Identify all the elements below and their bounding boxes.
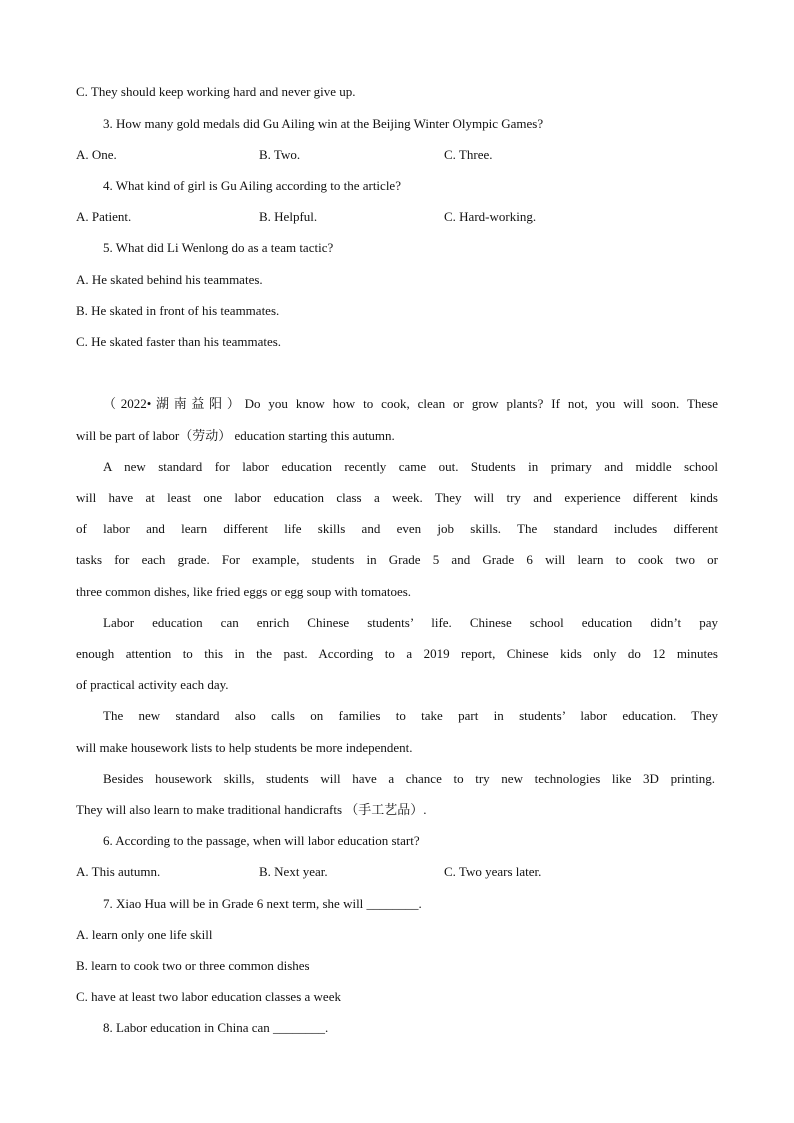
q7-question: 7. Xiao Hua will be in Grade 6 next term, she will ________.: [103, 896, 422, 911]
passage-line-4: will have at least one labor education class a week. They will try and experience different kinds: [76, 490, 718, 505]
q2-option-c: C. They should keep working hard and never give up.: [76, 84, 356, 99]
q7-option-a: A. learn only one life skill: [76, 927, 213, 942]
passage-line-2: will be part of labor（劳动） education starting this autumn.: [76, 428, 395, 443]
passage-line-12: will make housework lists to help students be more independent.: [76, 740, 413, 755]
passage-line-7: three common dishes, like fried eggs or egg soup with tomatoes.: [76, 584, 412, 599]
passage-line-9: enough attention to this in the past. According to a 2019 report, Chinese kids only do 12 minutes: [76, 646, 718, 661]
passage-line-11: The new standard also calls on families to take part in students’ labor education. They: [103, 708, 718, 723]
q3-option-a: A. One.: [76, 147, 117, 162]
q6-option-b: B. Next year.: [259, 864, 328, 879]
q7-option-b: B. learn to cook two or three common dishes: [76, 958, 310, 973]
q7-option-c: C. have at least two labor education classes a week: [76, 989, 341, 1004]
q5-question: 5. What did Li Wenlong do as a team tactic?: [103, 240, 334, 255]
q4-option-a: A. Patient.: [76, 209, 132, 224]
passage-line-1: （2022•湖南益阳）Do you know how to cook, clean or grow plants? If not, you will soon. These: [103, 396, 718, 411]
q4-option-c: C. Hard-working.: [444, 209, 537, 224]
q5-option-c: C. He skated faster than his teammates.: [76, 334, 282, 349]
q6-question: 6. According to the passage, when will labor education start?: [103, 833, 420, 848]
q6-option-c: C. Two years later.: [444, 864, 542, 879]
q3-option-c: C. Three.: [444, 147, 493, 162]
q4-option-b: B. Helpful.: [259, 209, 318, 224]
q5-option-a: A. He skated behind his teammates.: [76, 272, 263, 287]
q5-option-b: B. He skated in front of his teammates.: [76, 303, 280, 318]
passage-line-5: of labor and learn different life skills and even job skills. The standard includes different: [76, 521, 718, 536]
passage-line-6: tasks for each grade. For example, students in Grade 5 and Grade 6 will learn to cook two or: [76, 552, 718, 567]
q8-question: 8. Labor education in China can ________.: [103, 1020, 329, 1035]
passage-line-14: They will also learn to make traditional handicrafts （手工艺品）.: [76, 802, 427, 817]
q4-question: 4. What kind of girl is Gu Ailing according to the article?: [103, 178, 401, 193]
passage-line-8: Labor education can enrich Chinese students’ life. Chinese school education didn’t pay: [103, 615, 718, 630]
passage-line-10: of practical activity each day.: [76, 677, 229, 692]
q6-option-a: A. This autumn.: [76, 864, 161, 879]
passage-line-13: Besides housework skills, students will have a chance to try new technologies like 3D printing.: [103, 771, 715, 786]
q3-option-b: B. Two.: [259, 147, 301, 162]
q3-question: 3. How many gold medals did Gu Ailing win at the Beijing Winter Olympic Games?: [103, 116, 544, 131]
passage-line-3: A new standard for labor education recently came out. Students in primary and middle school: [103, 459, 718, 474]
